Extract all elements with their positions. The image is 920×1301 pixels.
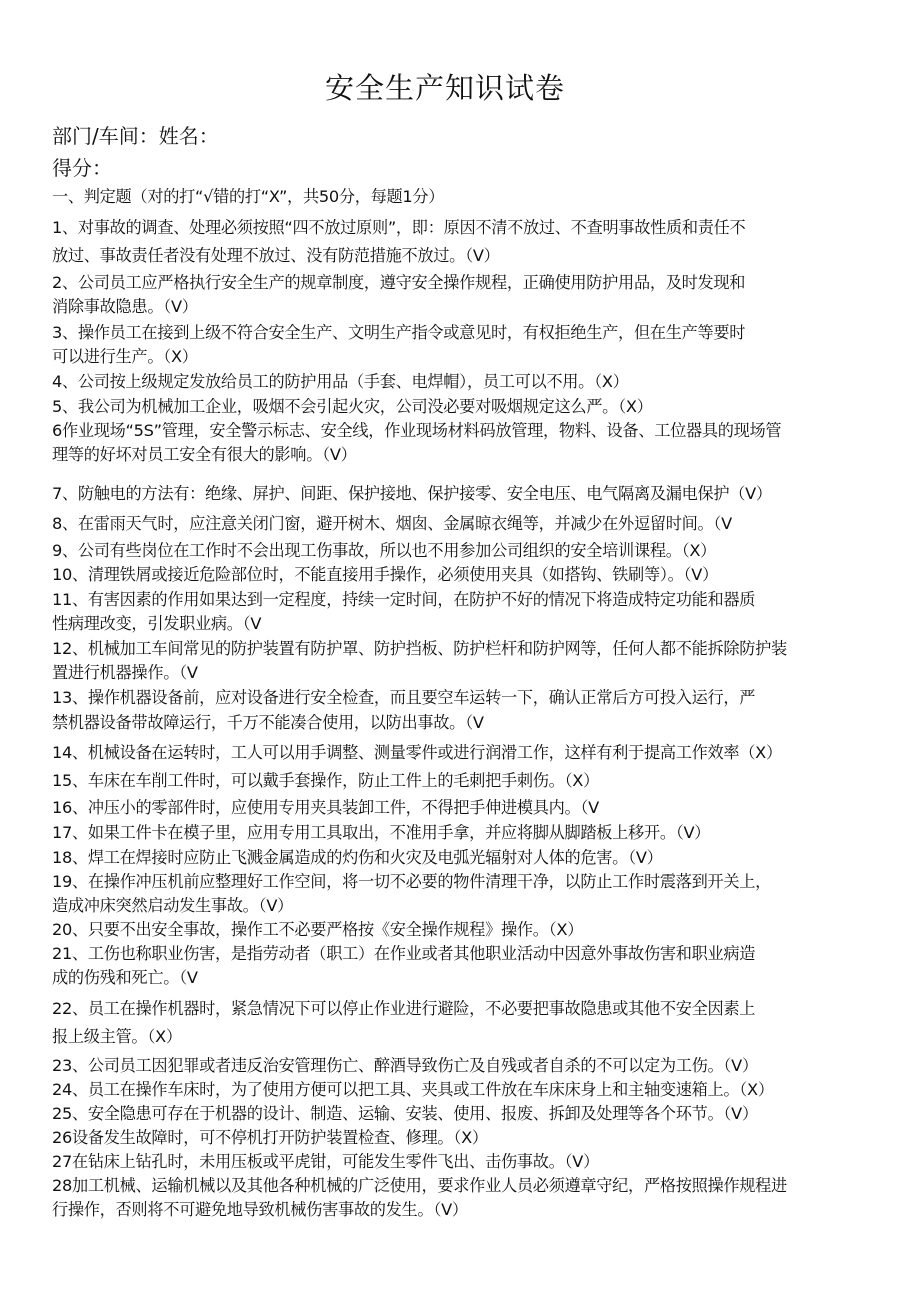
question-11-line-1: 11、有害因素的作用如果达到一定程度，持续一定时间，在防护不好的情况下将造成特定功能和器质 (52, 590, 756, 609)
question-4: 4、公司按上级规定发放给员工的防护用品（手套、电焊帽），员工可以不用。（X） (52, 372, 629, 391)
page-title: 安全生产知识试卷 (324, 71, 565, 105)
question-14: 14、机械设备在运转时，工人可以用手调整、测量零件或进行润滑工作，这样有利于提高工作效率（X） (52, 743, 782, 762)
question-26: 26设备发生故障时，可不停机打开防护装置检查、修理。（X） (52, 1128, 488, 1147)
section-heading: 一、判定题（对的打“√错的打“X”，共50分，每题1分） (52, 187, 445, 206)
question-22-line-2: 报上级主管。（X） (52, 1027, 182, 1046)
question-21-line-1: 21、工伤也称职业伤害，是指劳动者（职工）在作业或者其他职业活动中因意外事故伤害和职业病造 (52, 944, 756, 963)
question-11-line-2: 性病理改变，引发职业病。（V (52, 614, 262, 633)
question-13-line-1: 13、操作机器设备前，应对设备进行安全检查，而且要空车运转一下，确认正常后方可投入运行，严 (52, 688, 756, 707)
question-10: 10、清理铁屑或接近危险部位时，不能直接用手操作，必须使用夹具（如搭钩、铁刷等）。（V） (52, 565, 718, 584)
question-13-line-2: 禁机器设备带故障运行，千万不能凑合使用，以防出事故。（V (52, 713, 484, 732)
question-6-line-1: 6作业现场“5S”管理，安全警示标志、安全线，作业现场材料码放管理，物料、设备、工位器具的现场管 (52, 421, 782, 440)
question-28-line-1: 28加工机械、运输机械以及其他各种机械的广泛使用，要求作业人员必须遵章守纪，严格按照操作规程进 (52, 1176, 787, 1195)
question-7: 7、防触电的方法有：绝缘、屏护、间距、保护接地、保护接零、安全电压、电气隔离及漏电保护（V） (52, 484, 772, 503)
question-2-line-1: 2、公司员工应严格执行安全生产的规章制度，遵守安全操作规程，正确使用防护用品，及时发现和 (52, 273, 746, 292)
question-22-line-1: 22、员工在操作机器时，紧急情况下可以停止作业进行避险，不必要把事故隐患或其他不安全因素上 (52, 999, 756, 1018)
question-8: 8、在雷雨天气时，应注意关闭门窗，避开树木、烟囱、金属晾衣绳等，并减少在外逗留时间。（V (52, 514, 732, 533)
question-6-line-2: 理等的好坏对员工安全有很大的影响。（V） (52, 445, 357, 464)
question-2-line-2: 消除事故隐患。（V） (52, 297, 198, 316)
question-15: 15、车床在车削工件时，可以戴手套操作，防止工件上的毛刺把手刺伤。（X） (52, 771, 599, 790)
question-3-line-1: 3、操作员工在接到上级不符合安全生产、文明生产指令或意见时，有权拒绝生产，但在生产等要时 (52, 323, 746, 342)
department-name-line: 部门/车间：姓名： (52, 124, 219, 148)
question-27: 27在钻床上钻孔时，未用压板或平虎钳，可能发生零件飞出、击伤事故。（V） (52, 1152, 599, 1171)
question-21-line-2: 成的伤残和死亡。（V (52, 968, 198, 987)
score-line: 得分： (52, 156, 112, 180)
question-20: 20、只要不出安全事故，操作工不必要严格按《安全操作规程》操作。（X） (52, 920, 584, 939)
question-24: 24、员工在操作车床时，为了使用方便可以把工具、夹具或工件放在车床床身上和主轴变速箱上。（X） (52, 1080, 774, 1099)
question-12-line-2: 置进行机器操作。（V (52, 663, 198, 682)
question-18: 18、焊工在焊接时应防止飞溅金属造成的灼伤和火灾及电弧光辐射对人体的危害。（V） (52, 848, 663, 867)
question-25: 25、安全隐患可存在于机器的设计、制造、运输、安装、使用、报废、拆卸及处理等各个环节。（V） (52, 1104, 758, 1123)
question-5: 5、我公司为机械加工企业，吸烟不会引起火灾，公司没必要对吸烟规定这么严。（X） (52, 397, 653, 416)
question-12-line-1: 12、机械加工车间常见的防护装置有防护罩、防护挡板、防护栏杆和防护网等，任何人都不能拆除防护装 (52, 639, 787, 658)
question-28-line-2: 行操作，否则将不可避免地导致机械伤害事故的发生。（V） (52, 1200, 468, 1219)
question-23: 23、公司员工因犯罪或者违反治安管理伤亡、醉酒导致伤亡及自残或者自杀的不可以定为工伤。（V） (52, 1056, 758, 1075)
question-1-line-2: 放过、事故责任者没有处理不放过、没有防范措施不放过。（V） (52, 246, 500, 265)
question-19-line-1: 19、在操作冲压机前应整理好工作空间，将一切不必要的物件清理干净，以防止工作时震落到开关上， (52, 872, 772, 891)
question-19-line-2: 造成冲床突然启动发生事故。（V） (52, 896, 293, 915)
question-3-line-2: 可以进行生产。（X） (52, 347, 198, 366)
question-16: 16、冲压小的零部件时，应使用专用夹具装卸工件，不得把手伸进模具内。（V (52, 798, 599, 817)
question-9: 9、公司有些岗位在工作时不会出现工伤事故，所以也不用参加公司组织的安全培训课程。（X） (52, 541, 717, 560)
question-17: 17、如果工件卡在模子里，应用专用工具取出，不准用手拿，并应将脚从脚踏板上移开。（V） (52, 823, 711, 842)
question-1-line-1: 1、对事故的调查、处理必须按照“四不放过原则”，即：原因不清不放过、不查明事故性质和责任不 (52, 218, 746, 237)
